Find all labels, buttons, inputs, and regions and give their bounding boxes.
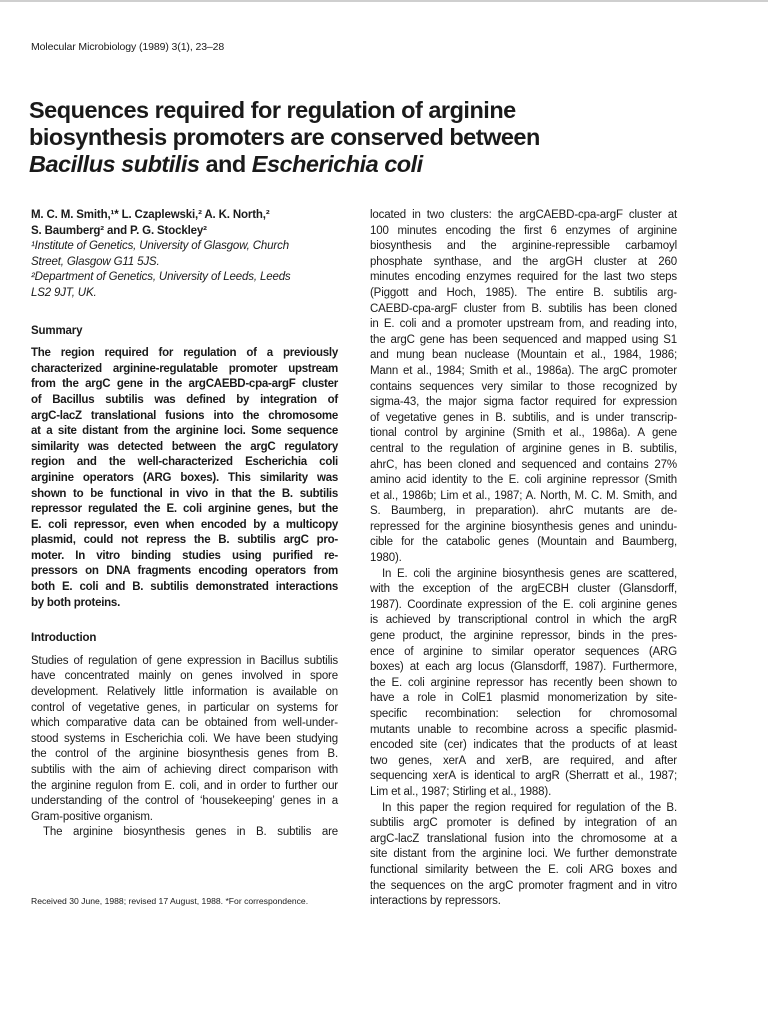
body-line: minutes encoding enzymes required for the last two steps xyxy=(370,271,677,284)
body-line: In E. coli the arginine biosynthesis genes are scattered, xyxy=(382,567,677,580)
summary-line: repressor regulated the E. coli arginine genes, but the xyxy=(31,503,338,516)
body-line: the E. coli arginine repressor has recently been shown to xyxy=(370,676,677,689)
body-line: the argC gene has been sequenced and mapped using S1 xyxy=(370,333,677,346)
intro-line: The arginine biosynthesis genes in B. subtilis are xyxy=(43,826,338,839)
received-footnote: Received 30 June, 1988; revised 17 August, 1988. *For correspondence. xyxy=(31,896,309,906)
body-line: the sequences on the argC promoter fragment and in vitro xyxy=(370,879,677,892)
body-line: with the exception of the argECBH cluster (Glansdorff, xyxy=(370,583,677,596)
journal-citation: Molecular Microbiology (1989) 3(1), 23–28 xyxy=(31,41,225,53)
summary-line: moter. In vitro binding studies using purified re- xyxy=(31,549,338,562)
introduction-text xyxy=(31,654,338,841)
intro-line: subtilis with the aim of achieving direct comparison with xyxy=(31,764,338,776)
body-line: 100 minutes encoding the first 6 enzymes of arginine xyxy=(370,224,677,237)
body-line: is achieved by transcriptional control in which the argR xyxy=(370,614,677,627)
summary-line: argC-lacZ translational fusions into the chromosome xyxy=(31,409,338,422)
summary-line: shown to be functional in vivo in that the B. subtilis xyxy=(31,487,338,500)
body-line: two genes, xerA and xerB, are required, and after xyxy=(370,754,677,767)
summary-line: E. coli repressor, even when encoded by a multicopy xyxy=(31,518,338,531)
summary-line: pressors on DNA fragments encoding operators from xyxy=(31,565,338,578)
body-line: ahrC, has been cloned and sequenced and contains 27% xyxy=(370,458,677,471)
summary-abstract xyxy=(31,346,338,611)
summary-line: both E. coli and B. subtilis demonstrated interactions xyxy=(31,581,338,594)
body-line: sigma-43, the major sigma factor required for expression xyxy=(370,396,677,409)
body-line: of vegetative genes in B. subtilis, and is under transcrip- xyxy=(370,411,677,424)
body-line: have a role in ColE1 plasmid monomerization by site- xyxy=(370,692,677,705)
body-line: repressed for the arginine biosynthesis genes and unindu- xyxy=(370,520,677,533)
body-line: gene product, the arginine repressor, binds in the pres- xyxy=(370,630,677,643)
affiliation-line: ¹Institute of Genetics, University of Glasgow, Church xyxy=(31,240,289,253)
authors-line-2: S. Baumberg² and P. G. Stockley² xyxy=(31,224,207,237)
title-conjunction: and xyxy=(199,151,252,177)
body-line: argC-lacZ translational fusion into the chromosome at a xyxy=(370,832,677,845)
intro-line: which comparative data can be obtained from well-under- xyxy=(31,717,338,730)
affiliation-line: LS2 9JT, UK. xyxy=(31,286,97,299)
title-organism-1: Bacillus subtilis xyxy=(29,151,200,177)
intro-line: understanding of the control of ‘housekeeping’ genes in a xyxy=(31,795,338,808)
summary-line: of Bacillus subtilis was defined by integration of xyxy=(31,393,338,406)
body-line: in E. coli and a promoter upstream from, and reading into, xyxy=(370,318,677,331)
body-line: (Piggott and Hoch, 1985). The entire B. subtilis arg- xyxy=(370,286,677,299)
body-line: Mann et al., 1984; Smith et al., 1986a). The argC promoter xyxy=(370,364,677,377)
body-line: ence of arginine to similar operator sequences (ARG xyxy=(370,645,677,658)
body-line: biosynthesis and the arginine-repressible carbamoyl xyxy=(370,240,677,253)
body-line: phosphate synthase, and the argGH cluster at 260 xyxy=(370,255,677,268)
body-line: amino acid identity to the E. coli arginine repressor (Smith xyxy=(370,474,677,487)
body-line: contains sequences very similar to those recognized by xyxy=(370,380,677,393)
intro-line: the arginine regulon from E. coli, and in order to further our xyxy=(31,779,338,792)
summary-line: characterized arginine-regulatable promoter upstream xyxy=(31,362,338,375)
body-line: located in two clusters: the argCAEBD-cpa-argF cluster at xyxy=(370,209,677,221)
body-line: specific recombination: selection for chromosomal xyxy=(370,708,677,720)
summary-line: region and the well-characterized Escherichia coli xyxy=(31,456,338,469)
body-line: 1987). Coordinate expression of the E. coli arginine genes xyxy=(370,598,677,611)
body-line: subtilis argC promoter is defined by integration of an xyxy=(370,817,677,830)
summary-line: by both proteins. xyxy=(31,596,121,609)
title-organism-2: Escherichia coli xyxy=(251,151,423,177)
intro-line: the control of the arginine biosynthesis genes from B. xyxy=(31,748,338,761)
body-line: and mung bean nuclease (Mountain et al., 1984, 1986; xyxy=(370,349,677,362)
body-line: 1980). xyxy=(370,552,402,565)
body-line: boxes) at each arg locus (Glansdorff, 1987). Furthermore, xyxy=(370,661,677,674)
intro-line: Studies of regulation of gene expression in Bacillus subtilis xyxy=(31,654,338,667)
body-line: functional similarity between the E. coli ARG boxes and xyxy=(370,863,677,876)
body-line: tional control by arginine (Smith et al., 1986a). A gene xyxy=(370,427,677,440)
body-line: interactions by repressors. xyxy=(370,895,501,908)
body-line: CAEBD-cpa-argF cluster from B. subtilis has been cloned xyxy=(370,302,677,315)
intro-line: have concentrated mainly on genes involved in spore xyxy=(31,670,338,683)
body-line: encoded site (cer) indicates that the products of at least xyxy=(370,739,677,752)
body-line: central to the regulation of arginine genes in B. subtilis, xyxy=(370,442,677,455)
title-line-2: biosynthesis promoters are conserved between xyxy=(29,124,540,150)
intro-line: Gram-positive organism. xyxy=(31,810,153,823)
affiliation-line: Street, Glasgow G11 5JS. xyxy=(31,255,160,268)
title-line-1: Sequences required for regulation of arginine xyxy=(29,97,516,123)
intro-line: control of vegetative genes, in particular on systems for xyxy=(31,701,338,714)
body-line: sequencing xerA is identical to argR (Sherratt et al., 1987; xyxy=(370,770,677,783)
authors-line-1: M. C. M. Smith,¹* L. Czaplewski,² A. K. North,² xyxy=(31,209,270,221)
summary-line: similarity was detected between the argC regulatory xyxy=(31,440,338,453)
body-line: site distant from the arginine loci. We further demonstrate xyxy=(370,848,677,861)
introduction-heading: Introduction xyxy=(31,632,97,645)
body-line: Lim et al., 1987; Stirling et al., 1988). xyxy=(370,785,552,798)
affiliation-line: ²Department of Genetics, University of Leeds, Leeds xyxy=(31,271,291,284)
summary-line: from the argC gene in the argCAEBD-cpa-argF cluster xyxy=(31,378,338,391)
top-rule xyxy=(0,0,768,2)
body-line: cible for the catabolic genes (Mountain and Baumberg, xyxy=(370,536,677,549)
left-column xyxy=(31,208,338,841)
body-line: mutants unable to recombine across a specific plasmid- xyxy=(370,723,677,736)
summary-heading: Summary xyxy=(31,324,83,337)
intro-line: stood systems in Escherichia coli. We have been studying xyxy=(31,732,338,745)
intro-line: development. Relatively little information is available on xyxy=(31,686,338,699)
summary-line: plasmid, could not repress the B. subtilis argC pro- xyxy=(31,534,338,547)
article-title xyxy=(29,97,629,178)
body-line: S. Baumberg, in preparation). ahrC mutants are de- xyxy=(370,505,677,518)
summary-line: arginine operators (ARG boxes). This similarity was xyxy=(31,471,338,484)
title-line-3 xyxy=(29,151,629,178)
right-column xyxy=(370,208,677,910)
summary-line: The region required for regulation of a previously xyxy=(31,347,338,360)
body-line: In this paper the region required for regulation of the B. xyxy=(382,801,677,814)
body-line: et al., 1986b; Lim et al., 1987; A. North, M. C. M. Smith, and xyxy=(370,489,677,502)
summary-line: at a site distant from the arginine loci. Some sequence xyxy=(31,425,338,438)
